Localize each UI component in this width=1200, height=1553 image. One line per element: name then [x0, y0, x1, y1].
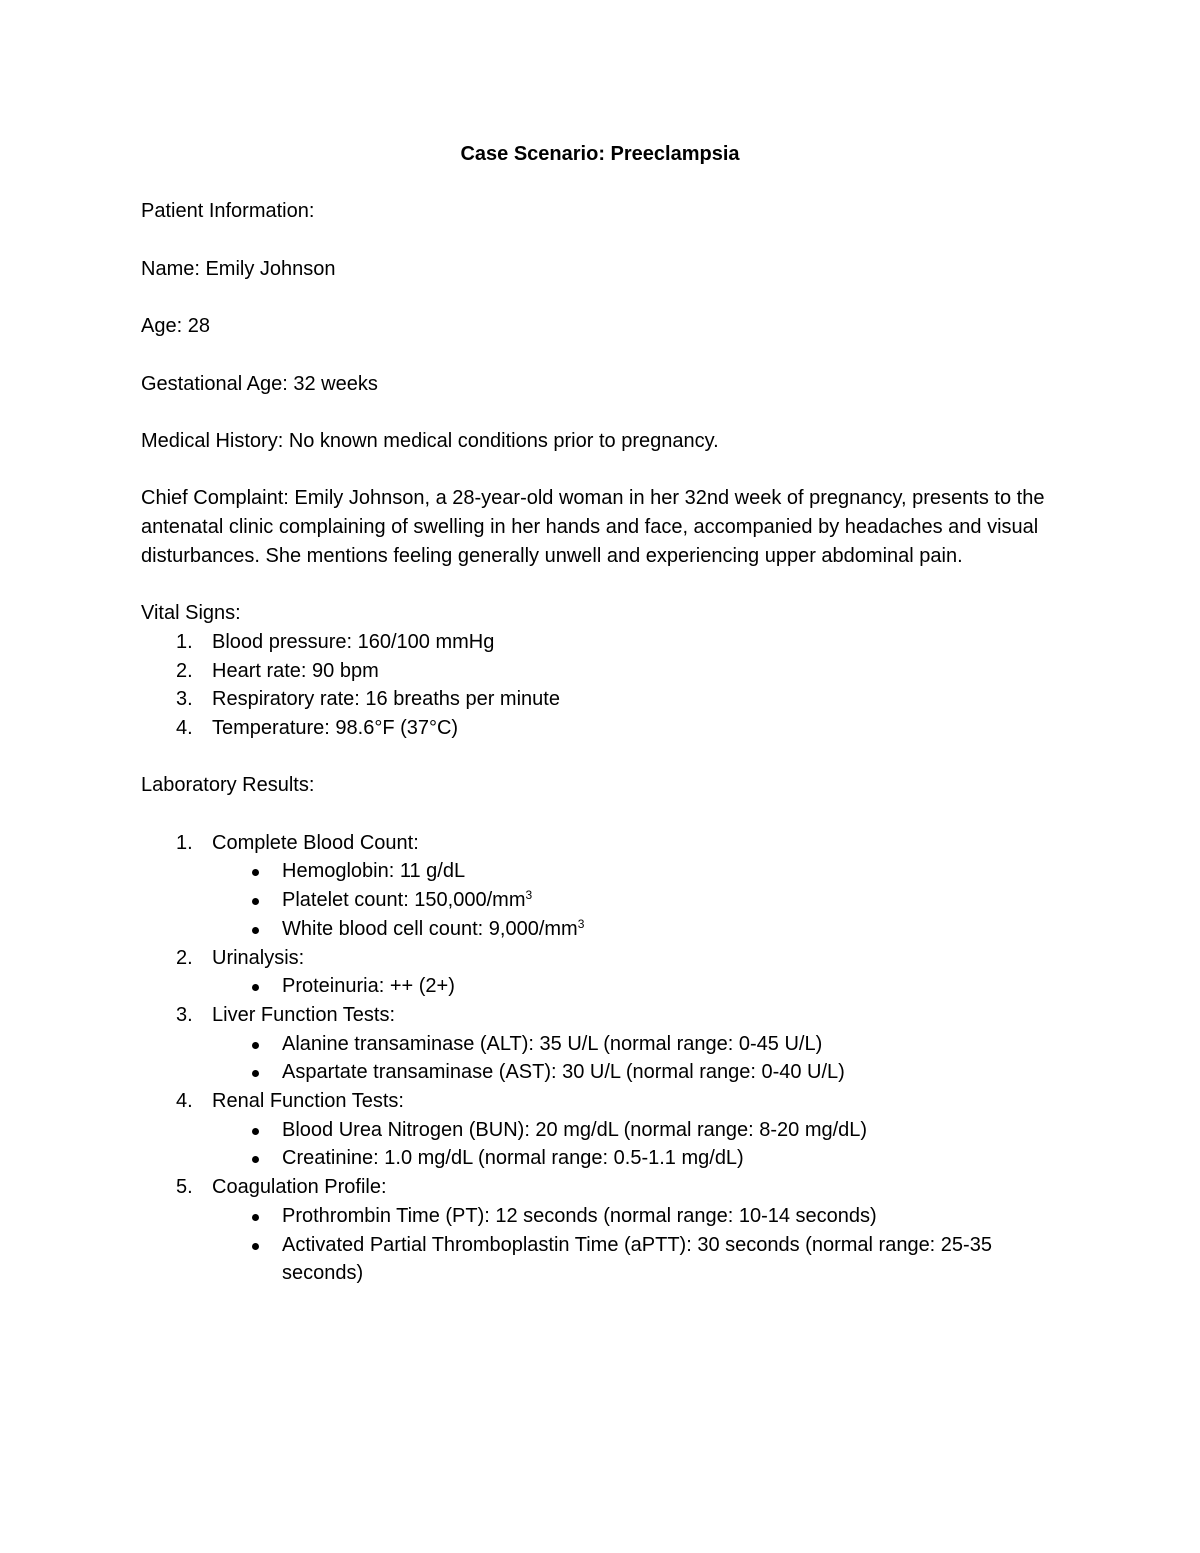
list-number: 3.	[176, 1003, 193, 1026]
medical-history: Medical History: No known medical conditions prior to pregnancy.	[141, 429, 719, 452]
superscript: 3	[525, 888, 533, 903]
list-item	[141, 1001, 1061, 1087]
lab-results-heading: Laboratory Results:	[141, 774, 315, 797]
lab-section-heading: Coagulation Profile:	[212, 1176, 387, 1199]
list-number: 1.	[176, 630, 193, 653]
vital-signs-list	[141, 628, 1061, 743]
list-number: 3.	[176, 688, 193, 711]
lab-item-text: Aspartate transaminase (AST): 30 U/L (normal range: 0-40 U/L)	[282, 1061, 845, 1084]
list-number: 4.	[176, 1090, 193, 1113]
lab-item-text: Activated Partial Thromboplastin Time (aPTT): 30 seconds (normal range: 25-35 seconds)	[282, 1233, 992, 1285]
lab-item-text: Prothrombin Time (PT): 12 seconds (normal range: 10-14 seconds)	[282, 1204, 877, 1227]
list-item	[141, 685, 1061, 714]
list-item	[212, 915, 1061, 944]
bullet-icon	[252, 1156, 259, 1163]
list-number: 5.	[176, 1176, 193, 1199]
list-number: 2.	[176, 659, 193, 682]
superscript: 3	[577, 916, 585, 931]
list-item	[141, 628, 1061, 657]
lab-item-text: Platelet count: 150,000/mm	[282, 889, 526, 912]
lab-item-text: Creatinine: 1.0 mg/dL (normal range: 0.5-1.1 mg/dL)	[282, 1147, 744, 1170]
list-item	[212, 1202, 1061, 1231]
chief-complaint: Chief Complaint: Emily Johnson, a 28-year-old woman in her 32nd week of pregnancy, presents to the antenatal clinic complaining of swelling in her hands and face, accompanied by headaches and visual disturbances. She mentions feeling generally unwell and experiencing upper abdominal pain.	[141, 487, 1045, 567]
bullet-icon	[252, 898, 259, 905]
bullet-icon	[252, 1070, 259, 1077]
list-item	[212, 857, 1061, 886]
lab-results-list	[141, 829, 1061, 1288]
gestational-age: Gestational Age: 32 weeks	[141, 372, 378, 395]
list-item	[212, 1030, 1061, 1059]
list-item	[212, 1058, 1061, 1087]
lab-item-text: Proteinuria: ++ (2+)	[282, 975, 455, 998]
lab-items	[212, 1030, 1061, 1087]
lab-item-text: Alanine transaminase (ALT): 35 U/L (normal range: 0-45 U/L)	[282, 1032, 823, 1055]
bullet-icon	[252, 927, 259, 934]
patient-info-heading: Patient Information:	[141, 200, 315, 223]
list-item	[141, 1173, 1061, 1288]
vital-signs-heading: Vital Signs:	[141, 602, 241, 625]
document-title: Case Scenario: Preeclampsia	[460, 143, 740, 165]
lab-section-heading: Renal Function Tests:	[212, 1090, 404, 1113]
list-item	[212, 972, 1061, 1001]
list-item	[141, 829, 1061, 944]
list-item	[141, 944, 1061, 1001]
lab-item-text: Hemoglobin: 11 g/dL	[282, 860, 466, 883]
lab-section-heading: Urinalysis:	[212, 946, 305, 969]
bullet-icon	[252, 984, 259, 991]
list-item	[141, 714, 1061, 743]
lab-item-text: White blood cell count: 9,000/mm	[282, 917, 578, 940]
lab-section-heading: Liver Function Tests:	[212, 1003, 396, 1026]
lab-items	[212, 857, 1061, 943]
list-number: 2.	[176, 946, 193, 969]
patient-name: Name: Emily Johnson	[141, 257, 336, 280]
list-number: 1.	[176, 831, 193, 854]
list-item	[212, 1144, 1061, 1173]
list-number: 4.	[176, 716, 193, 739]
list-item	[212, 1116, 1061, 1145]
list-item	[141, 657, 1061, 686]
bullet-icon	[252, 1128, 259, 1135]
list-item	[141, 1087, 1061, 1173]
document-content	[141, 140, 1061, 1288]
bullet-icon	[252, 1042, 259, 1049]
lab-items	[212, 1116, 1061, 1173]
vital-sign-text: Respiratory rate: 16 breaths per minute	[212, 688, 560, 711]
patient-age: Age: 28	[141, 315, 210, 338]
bullet-icon	[252, 1214, 259, 1221]
list-item	[212, 1231, 1061, 1288]
vital-sign-text: Heart rate: 90 bpm	[212, 659, 379, 682]
vital-sign-text: Temperature: 98.6°F (37°C)	[212, 716, 459, 739]
bullet-icon	[252, 869, 259, 876]
list-item	[212, 886, 1061, 915]
vital-sign-text: Blood pressure: 160/100 mmHg	[212, 630, 495, 653]
lab-section-heading: Complete Blood Count:	[212, 831, 419, 854]
lab-item-text: Blood Urea Nitrogen (BUN): 20 mg/dL (normal range: 8-20 mg/dL)	[282, 1118, 868, 1141]
lab-items	[212, 1202, 1061, 1288]
bullet-icon	[252, 1243, 259, 1250]
lab-items	[212, 972, 1061, 1001]
